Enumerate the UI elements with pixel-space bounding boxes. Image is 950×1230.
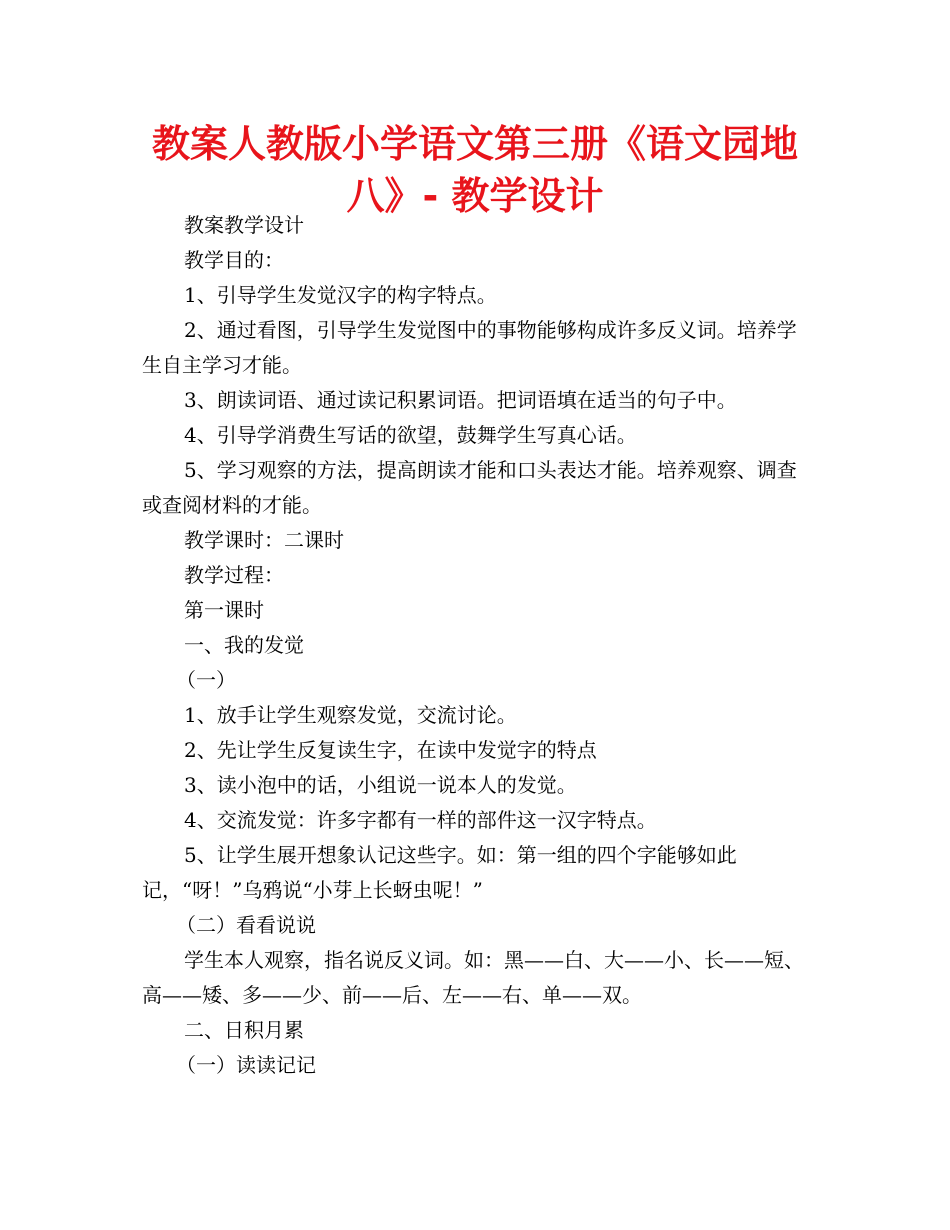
paragraph-goal-1: 1、引导学生发觉汉字的构字特点。: [184, 283, 497, 307]
document-title: [0, 118, 950, 222]
paragraph-step-5: 5、让学生展开想象认记这些字。如：第一组的四个字能够如此记，“呀！”乌鸦说“小芽上长蚜虫呢！”: [142, 843, 737, 902]
paragraph-step-1: 1、放手让学生观察发觉，交流讨论。: [184, 703, 517, 727]
paragraph-goal-5: 5、学习观察的方法，提高朗读才能和口头表达才能。培养观察、调查或查阅材料的才能。: [142, 458, 797, 517]
paragraph-section-2: 二、日积月累: [184, 1018, 304, 1042]
paragraph-goal-4: 4、引导学消费生写话的欲望，鼓舞学生写真心话。: [184, 423, 637, 447]
paragraph-subsection-read: （一）读读记记: [176, 1053, 316, 1077]
paragraph-antonyms: 学生本人观察，指名说反义词。如：黑——白、大——小、长——短、高——矮、多——少、前——后、左——右、单——双。: [142, 948, 804, 1007]
title-line-1: 教案人教版小学语文第三册《语文园地: [151, 122, 798, 166]
paragraph-goal-2: 2、通过看图，引导学生发觉图中的事物能够构成许多反义词。培养学生自主学习才能。: [142, 318, 797, 377]
paragraph-subsection-2: （二）看看说说: [176, 913, 316, 937]
paragraph-process-heading: 教学过程：: [184, 563, 284, 587]
paragraph-heading: 教案教学设计: [184, 213, 304, 237]
paragraph-goals-heading: 教学目的：: [184, 248, 284, 272]
title-line-2: 八》- 教学设计: [346, 174, 604, 218]
paragraph-first-lesson: 第一课时: [184, 598, 264, 622]
paragraph-goal-3: 3、朗读词语、通过读记积累词语。把词语填在适当的句子中。: [184, 388, 737, 412]
paragraph-class-hours: 教学课时：二课时: [184, 528, 344, 552]
document-body: [142, 208, 812, 1083]
paragraph-subsection-1: （一）: [176, 668, 236, 692]
paragraph-step-2: 2、先让学生反复读生字，在读中发觉字的特点: [184, 738, 597, 762]
paragraph-step-3: 3、读小泡中的话，小组说一说本人的发觉。: [184, 773, 577, 797]
paragraph-step-4: 4、交流发觉：许多字都有一样的部件这一汉字特点。: [184, 808, 657, 832]
paragraph-section-1: 一、我的发觉: [184, 633, 304, 657]
